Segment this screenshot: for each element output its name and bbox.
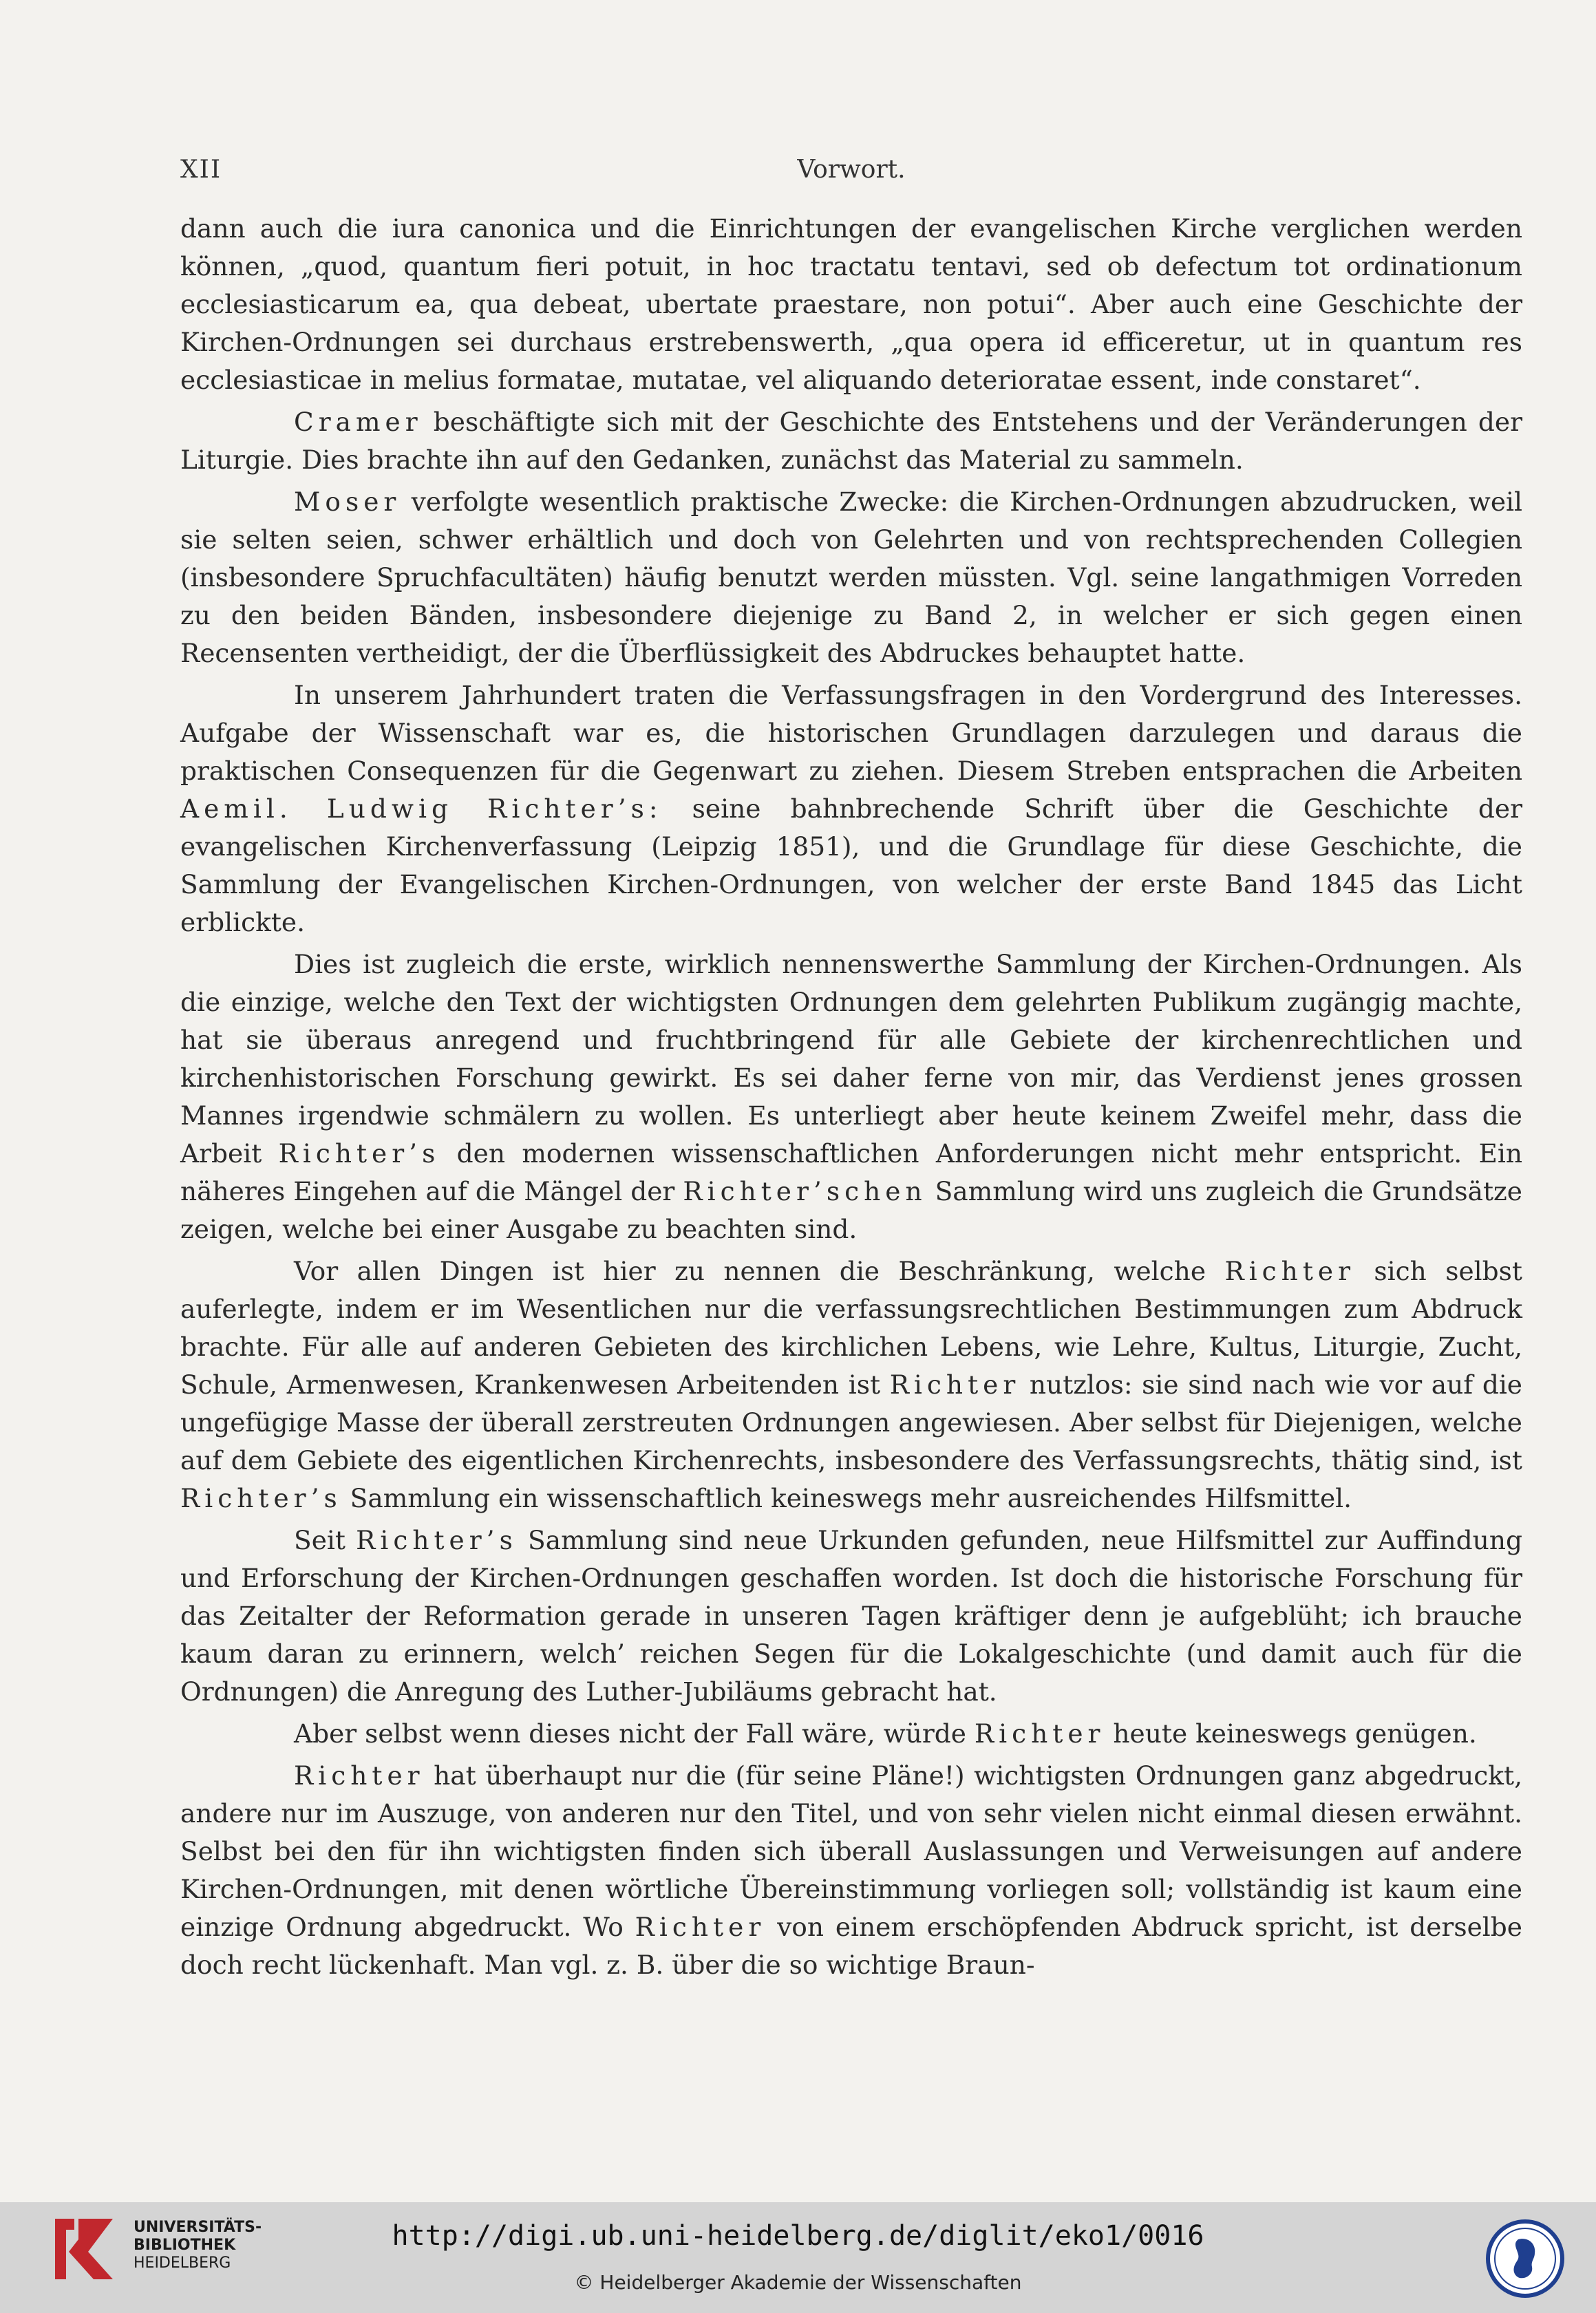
paragraph-5 <box>180 946 1522 1248</box>
spaced-name: Richter <box>974 1718 1105 1749</box>
logo-line-2: BIBLIOTHEK <box>134 2237 236 2254</box>
body-text <box>180 210 1522 1988</box>
viewer-footer <box>0 2202 1596 2313</box>
text-run: Seit <box>294 1525 357 1555</box>
text-run: seine bahnbrechende Schrift über die Geschichte der evangelischen Kirchenverfassung (Leipzig 1851), und die Grundlage für diese Geschichte, die Sammlung der Evangelischen Kirchen-Ordnungen, von welcher der erste Band 1845 das Licht erblickte. <box>180 793 1522 937</box>
text-run: den modernen wissenschaftlichen Anforderungen nicht mehr entspricht. Ein näheres Eingehen auf die Mängel der <box>180 1138 1522 1206</box>
logo-line-3: HEIDELBERG <box>134 2255 231 2272</box>
text-run: Sammlung sind neue Urkunden gefunden, neue Hilfsmittel zur Auffindung und Erforschung der Kirchen-Ordnungen geschaffen worden. Ist doch die historische Forschung für das Zeitalter der Reformation gerade in unseren Tagen kräftiger denn je aufgeblüht; ich brauche kaum daran zu erinnern, welch’ reichen Segen für die Lokalgeschichte (und damit auch für die Ordnungen) die Anregung des Luther-Jubiläums gebracht hat. <box>180 1525 1522 1707</box>
spaced-name: Richter <box>635 1912 766 1942</box>
spaced-name: Cramer <box>294 407 423 437</box>
copyright-notice: © Heidelberger Akademie der Wissenschaften <box>574 2271 1022 2294</box>
paragraph-4 <box>180 676 1522 941</box>
paragraph-7 <box>180 1522 1522 1711</box>
text-run: von einem erschöpfenden Abdruck spricht, ist derselbe doch recht lückenhaft. Man vgl. z. B. über die so wichtige Braun- <box>180 1912 1522 1980</box>
spaced-name: Aemil. Ludwig Richter’s: <box>180 793 663 824</box>
page-number: XII <box>180 156 222 184</box>
text-run: In unserem Jahrhundert traten die Verfassungsfragen in den Vordergrund des Interesses. Aufgabe der Wissenschaft war es, die historischen Grundlagen darzulegen und daraus die praktischen Consequenzen für die Gegenwart zu ziehen. Diesem Streben entsprachen die Arbeiten <box>180 680 1522 786</box>
text-run: Sammlung wird uns zugleich die Grundsätze zeigen, welche bei einer Ausgabe zu beachten sind. <box>180 1176 1523 1244</box>
logo-line-1: UNIVERSITÄTS- <box>134 2219 262 2236</box>
text-run: hat überhaupt nur die (für seine Pläne!) wichtigsten Ordnungen ganz abgedruckt, andere nur im Auszuge, von anderen nur den Titel, und von sehr vielen nicht einmal diesen erwähnt. Selbst bei den für ihn wichtigsten finden sich überall Auslassungen und Verweisungen auf andere Kirchen-Ordnungen, mit denen wörtliche Übereinstimmung vorliegen soll; vollständig ist kaum eine einzige Ordnung abgedruckt. Wo <box>180 1760 1522 1942</box>
paragraph-3 <box>180 483 1522 672</box>
spaced-name: Richter’schen <box>683 1176 927 1206</box>
permalink-url[interactable]: http://digi.ub.uni-heidelberg.de/diglit/eko1/0016 <box>392 2220 1204 2252</box>
paragraph-6 <box>180 1253 1522 1517</box>
paragraph-9 <box>180 1757 1522 1984</box>
spaced-name: Richter’s <box>356 1525 518 1555</box>
paragraph-2 <box>180 403 1522 479</box>
text-run: Dies ist zugleich die erste, wirklich nennenswerthe Sammlung der Kirchen-Ordnungen. Als die einzige, welche den Text der wichtigsten Ordnungen dem gelehrten Publikum zugängig machte, hat sie überaus anregend und fruchtbringend für alle Gebiete der kirchenrechtlichen und kirchenhistorischen Forschung gewirkt. Es sei daher ferne von mir, das Verdienst jenes grossen Mannes irgendwie schmälern zu wollen. Es unterliegt aber heute keinem Zweifel mehr, dass die Arbeit <box>180 949 1522 1169</box>
page-header <box>180 156 1522 197</box>
text-run: dann auch die iura canonica und die Einrichtungen der evangelischen Kirche verglichen werden können, „quod, quantum fieri potuit, in hoc tractatu tentavi, sed ob defectum tot ordinationum ecclesiasticarum ea, qua debeat, ubertate praestare, non potui“. Aber auch eine Geschichte der Kirchen-Ordnungen sei durchaus erstrebenswerth, „qua opera id efficeretur, ut in quantum res ecclesiasticae in melius formatae, mutatae, vel aliquando deterioratae essent, inde constaret“. <box>180 213 1522 395</box>
paragraph-1 <box>180 210 1522 399</box>
text-run: sich selbst auferlegte, indem er im Wesentlichen nur die verfassungsrechtlichen Bestimmungen zum Abdruck brachte. Für alle auf anderen Gebieten des kirchlichen Lebens, wie Lehre, Kultus, Liturgie, Zucht, Schule, Armenwesen, Krankenwesen Arbeitenden ist <box>180 1256 1522 1400</box>
text-run: Sammlung ein wissenschaftlich keineswegs mehr ausreichendes Hilfsmittel. <box>341 1483 1352 1513</box>
spaced-name: Richter’s <box>180 1483 342 1513</box>
spaced-name: Richter <box>1224 1256 1356 1286</box>
spaced-name: Richter’s <box>278 1138 440 1169</box>
text-run: nutzlos: sie sind nach wie vor auf die ungefügige Masse der überall zerstreuten Ordnungen angewiesen. Aber selbst für Diejenigen, welche auf dem Gebiete des eigentlichen Kirchenrechts, insbesondere des Verfassungsrechts, thätig sind, ist <box>180 1369 1523 1475</box>
paragraph-8 <box>180 1715 1522 1753</box>
running-title: Vorwort. <box>797 156 906 184</box>
text-run: Aber selbst wenn dieses nicht der Fall wäre, würde <box>294 1718 975 1749</box>
spaced-name: Moser <box>294 487 401 517</box>
spaced-name: Richter <box>889 1369 1021 1400</box>
text-run: verfolgte wesentlich praktische Zwecke: die Kirchen-Ordnungen abzudrucken, weil sie selten seien, schwer erhältlich und doch von Gelehrten und von rechtsprechenden Collegien (insbesondere Spruchfacultäten) häufig benutzt werden müssten. Vgl. seine langathmigen Vorreden zu den beiden Bänden, insbesondere diejenige zu Band 2, in welcher er sich gegen einen Recensenten vertheidigt, der die Überflüssigkeit des Abdruckes behauptet hatte. <box>180 487 1522 668</box>
text-run: beschäftigte sich mit der Geschichte des Entstehens und der Veränderungen der Liturgie. Dies brachte ihn auf den Gedanken, zunächst das Material zu sammeln. <box>180 407 1522 475</box>
spaced-name: Richter <box>294 1760 425 1791</box>
academy-seal-icon[interactable] <box>1485 2219 1565 2299</box>
text-run: heute keineswegs genügen. <box>1105 1718 1477 1749</box>
text-run: Vor allen Dingen ist hier zu nennen die Beschränkung, welche <box>294 1256 1225 1286</box>
